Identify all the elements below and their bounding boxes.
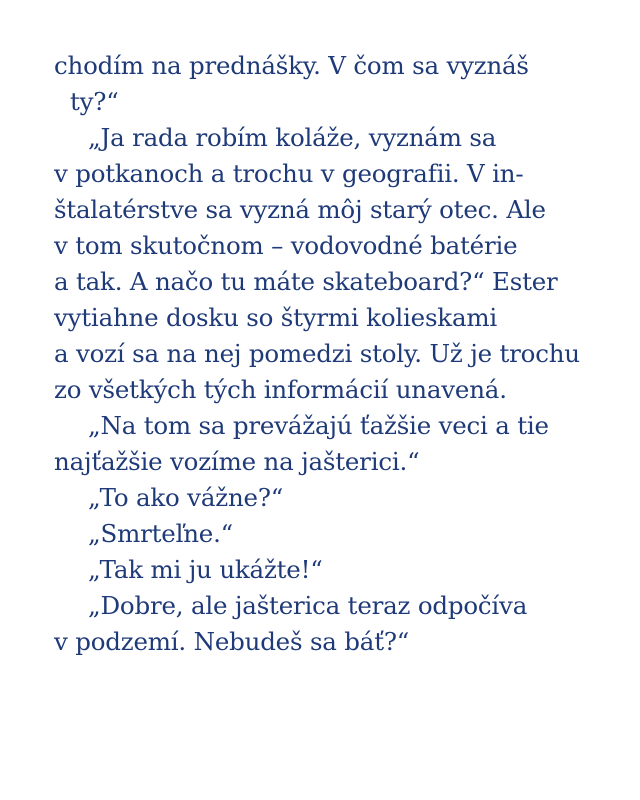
text-line-3: „Ja rada robím koláže, vyznám sa <box>88 123 497 152</box>
text-line-1: chodím na prednášky. V čom sa vyznáš <box>54 51 529 80</box>
text-line-15: „Tak mi ju ukážte!“ <box>88 555 323 584</box>
text-line-5: štalatérstve sa vyzná môj starý otec. Ale <box>54 195 546 224</box>
page-text <box>54 48 614 660</box>
text-line-16: „Dobre, ale jašterica teraz odpočíva <box>88 591 528 620</box>
text-line-7: a tak. A načo tu máte skateboard?“ Ester <box>54 267 558 296</box>
text-line-4: v potkanoch a trochu v geografii. V in- <box>54 159 524 188</box>
text-line-6: v tom skutočnom – vodovodné batérie <box>54 231 518 260</box>
text-line-17: v podzemí. Nebudeš sa báť?“ <box>54 627 410 656</box>
text-line-8: vytiahne dosku so štyrmi kolieskami <box>54 303 498 332</box>
text-line-2: ty?“ <box>70 87 119 116</box>
text-line-11: „Na tom sa prevážajú ťažšie veci a tie <box>88 411 549 440</box>
text-line-14: „Smrteľne.“ <box>88 519 233 548</box>
text-line-9: a vozí sa na nej pomedzi stoly. Už je trochu <box>54 339 580 368</box>
text-line-12: najťažšie vozíme na jašterici.“ <box>54 447 420 476</box>
text-line-13: „To ako vážne?“ <box>88 483 284 512</box>
text-line-10: zo všetkých tých informácií unavená. <box>54 375 507 404</box>
